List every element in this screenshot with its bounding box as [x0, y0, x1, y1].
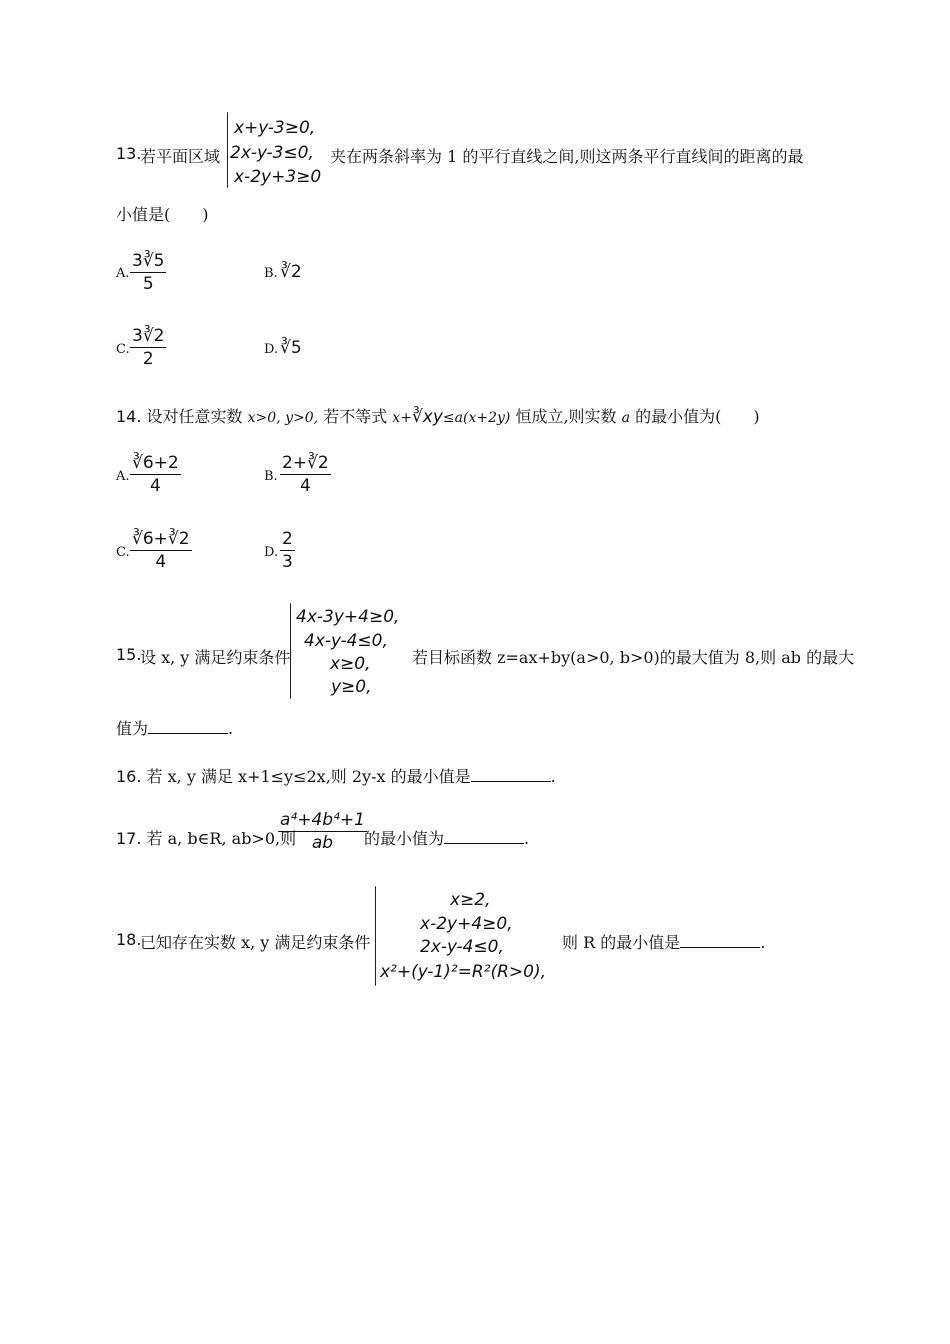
- q13-number: 13.: [116, 144, 142, 163]
- q14-option-d-label: D.: [264, 545, 279, 560]
- q13-prefix: 若平面区域: [140, 147, 221, 166]
- q17-tail: [364, 826, 529, 849]
- q18-tail: [562, 930, 765, 953]
- q13-option-d-value: ∛5: [280, 338, 302, 358]
- q18-cond4: x²+(y-1)²=R²(R>0),: [380, 962, 547, 982]
- q13-option-a-num: 3∛5: [132, 251, 165, 271]
- q13-option-c-label: C.: [116, 342, 130, 357]
- q17-frac-den: ab: [311, 833, 334, 853]
- q15-end: .: [228, 719, 234, 738]
- q15-answer-blank: [148, 719, 228, 734]
- q15-cond1: 4x-3y+4≥0,: [296, 607, 400, 627]
- q15-number: 15.: [116, 645, 142, 664]
- q14-option-d-den: 3: [282, 552, 293, 572]
- q13-option-b-label: B.: [264, 266, 278, 281]
- q14-option-c-fraction: [130, 531, 192, 571]
- q15-line2: [116, 716, 233, 739]
- q14-option-c-den: 4: [155, 552, 167, 572]
- q14-text1: 设对任意实数: [146, 407, 243, 426]
- q17-end: .: [524, 829, 530, 848]
- q14-text5: 的最小值为( ): [635, 407, 760, 426]
- q15-prefix: 设 x, y 满足约束条件: [140, 648, 291, 667]
- q13-option-b-value: ∛2: [280, 262, 302, 282]
- q14-option-a-num: ∛6+2: [132, 453, 179, 473]
- q13-option-c-fraction: [130, 328, 166, 368]
- q15-line2-text: 值为: [116, 719, 149, 738]
- q14-option-b-num: 2+∛2: [282, 453, 329, 473]
- q18-cond1: x≥2,: [450, 890, 491, 910]
- q13-line2: 小值是( ): [116, 205, 209, 224]
- q14-text3: 若不等式: [323, 407, 388, 426]
- q14-option-c-num: ∛6+∛2: [132, 529, 190, 549]
- q13-option-c-num: 3∛2: [132, 326, 165, 346]
- q14-option-c-label: C.: [116, 545, 130, 560]
- q14-option-a-fraction: [130, 455, 181, 495]
- q14-option-a-label: A.: [116, 469, 130, 484]
- q13-cond3: x-2y+3≥0: [234, 167, 322, 187]
- q15-suffix: 若目标函数 z=ax+by(a>0, b>0)的最大值为 8,则 ab 的最大: [412, 648, 855, 667]
- q14-option-d-fraction: [280, 531, 295, 571]
- q17-number: 17.: [116, 829, 142, 848]
- q18-end: .: [760, 933, 766, 952]
- q17-answer-blank: [444, 829, 524, 844]
- q18-prefix: 已知存在实数 x, y 满足约束条件: [140, 933, 371, 952]
- q13-cond1: x+y-3≥0,: [234, 118, 316, 138]
- q13-option-d-label: D.: [264, 342, 279, 357]
- q13-cond2: 2x-y-3≤0,: [230, 143, 314, 163]
- q18-number: 18.: [116, 930, 142, 949]
- q17-text2: 的最小值为: [364, 829, 445, 848]
- q18-suffix: 则 R 的最小值是: [562, 933, 681, 952]
- q18-brace: [375, 886, 376, 986]
- q15-cond3: x≥0,: [330, 654, 371, 674]
- q18-cond2: x-2y+4≥0,: [420, 914, 513, 934]
- q14-option-d-num: 2: [282, 529, 293, 549]
- q16-end: .: [550, 767, 556, 786]
- q13-brace: [227, 112, 228, 188]
- q14-option-b-label: B.: [264, 469, 278, 484]
- q14-number: 14.: [116, 407, 142, 426]
- q15-cond2: 4x-y-4≤0,: [304, 631, 388, 651]
- q18-answer-blank: [680, 933, 760, 948]
- q17-fraction: [278, 812, 367, 852]
- q17-lead: [116, 826, 296, 849]
- q13-suffix: 夹在两条斜率为 1 的平行直线之间,则这两条平行直线间的距离的最: [330, 147, 804, 166]
- q15-cond4: y≥0,: [331, 677, 372, 697]
- q18-cond3: 2x-y-4≤0,: [420, 937, 504, 957]
- q14-text2: x>0, y>0,: [247, 410, 319, 426]
- q14-option-b-fraction: [280, 455, 331, 495]
- q14-ineq-left: x+: [392, 410, 412, 426]
- q13-option-a-den: 5: [142, 274, 154, 294]
- q14-text4: 恒成立,则实数: [515, 407, 617, 426]
- q13-option-c-den: 2: [142, 349, 154, 369]
- q14-sqrt-xy: ∛xy: [411, 407, 443, 427]
- q17-text: 若 a, b∈R, ab>0,则: [146, 829, 297, 848]
- q17-frac-num: a⁴+4b⁴+1: [280, 810, 365, 830]
- q14-line: [116, 404, 760, 427]
- q13-option-a-fraction: [130, 253, 166, 293]
- q16-answer-blank: [471, 767, 551, 782]
- q14-option-a-den: 4: [149, 476, 161, 496]
- q16-text: 若 x, y 满足 x+1≤y≤2x,则 2y-x 的最小值是: [146, 767, 471, 786]
- q14-option-b-den: 4: [299, 476, 311, 496]
- q15-brace: [290, 603, 291, 699]
- q14-ineq-right: ≤a(x+2y): [442, 410, 511, 426]
- q16-number: 16.: [116, 767, 142, 786]
- q16-line: [116, 764, 556, 787]
- q13-option-a-label: A.: [116, 266, 130, 281]
- q14-var-a: a: [621, 410, 630, 426]
